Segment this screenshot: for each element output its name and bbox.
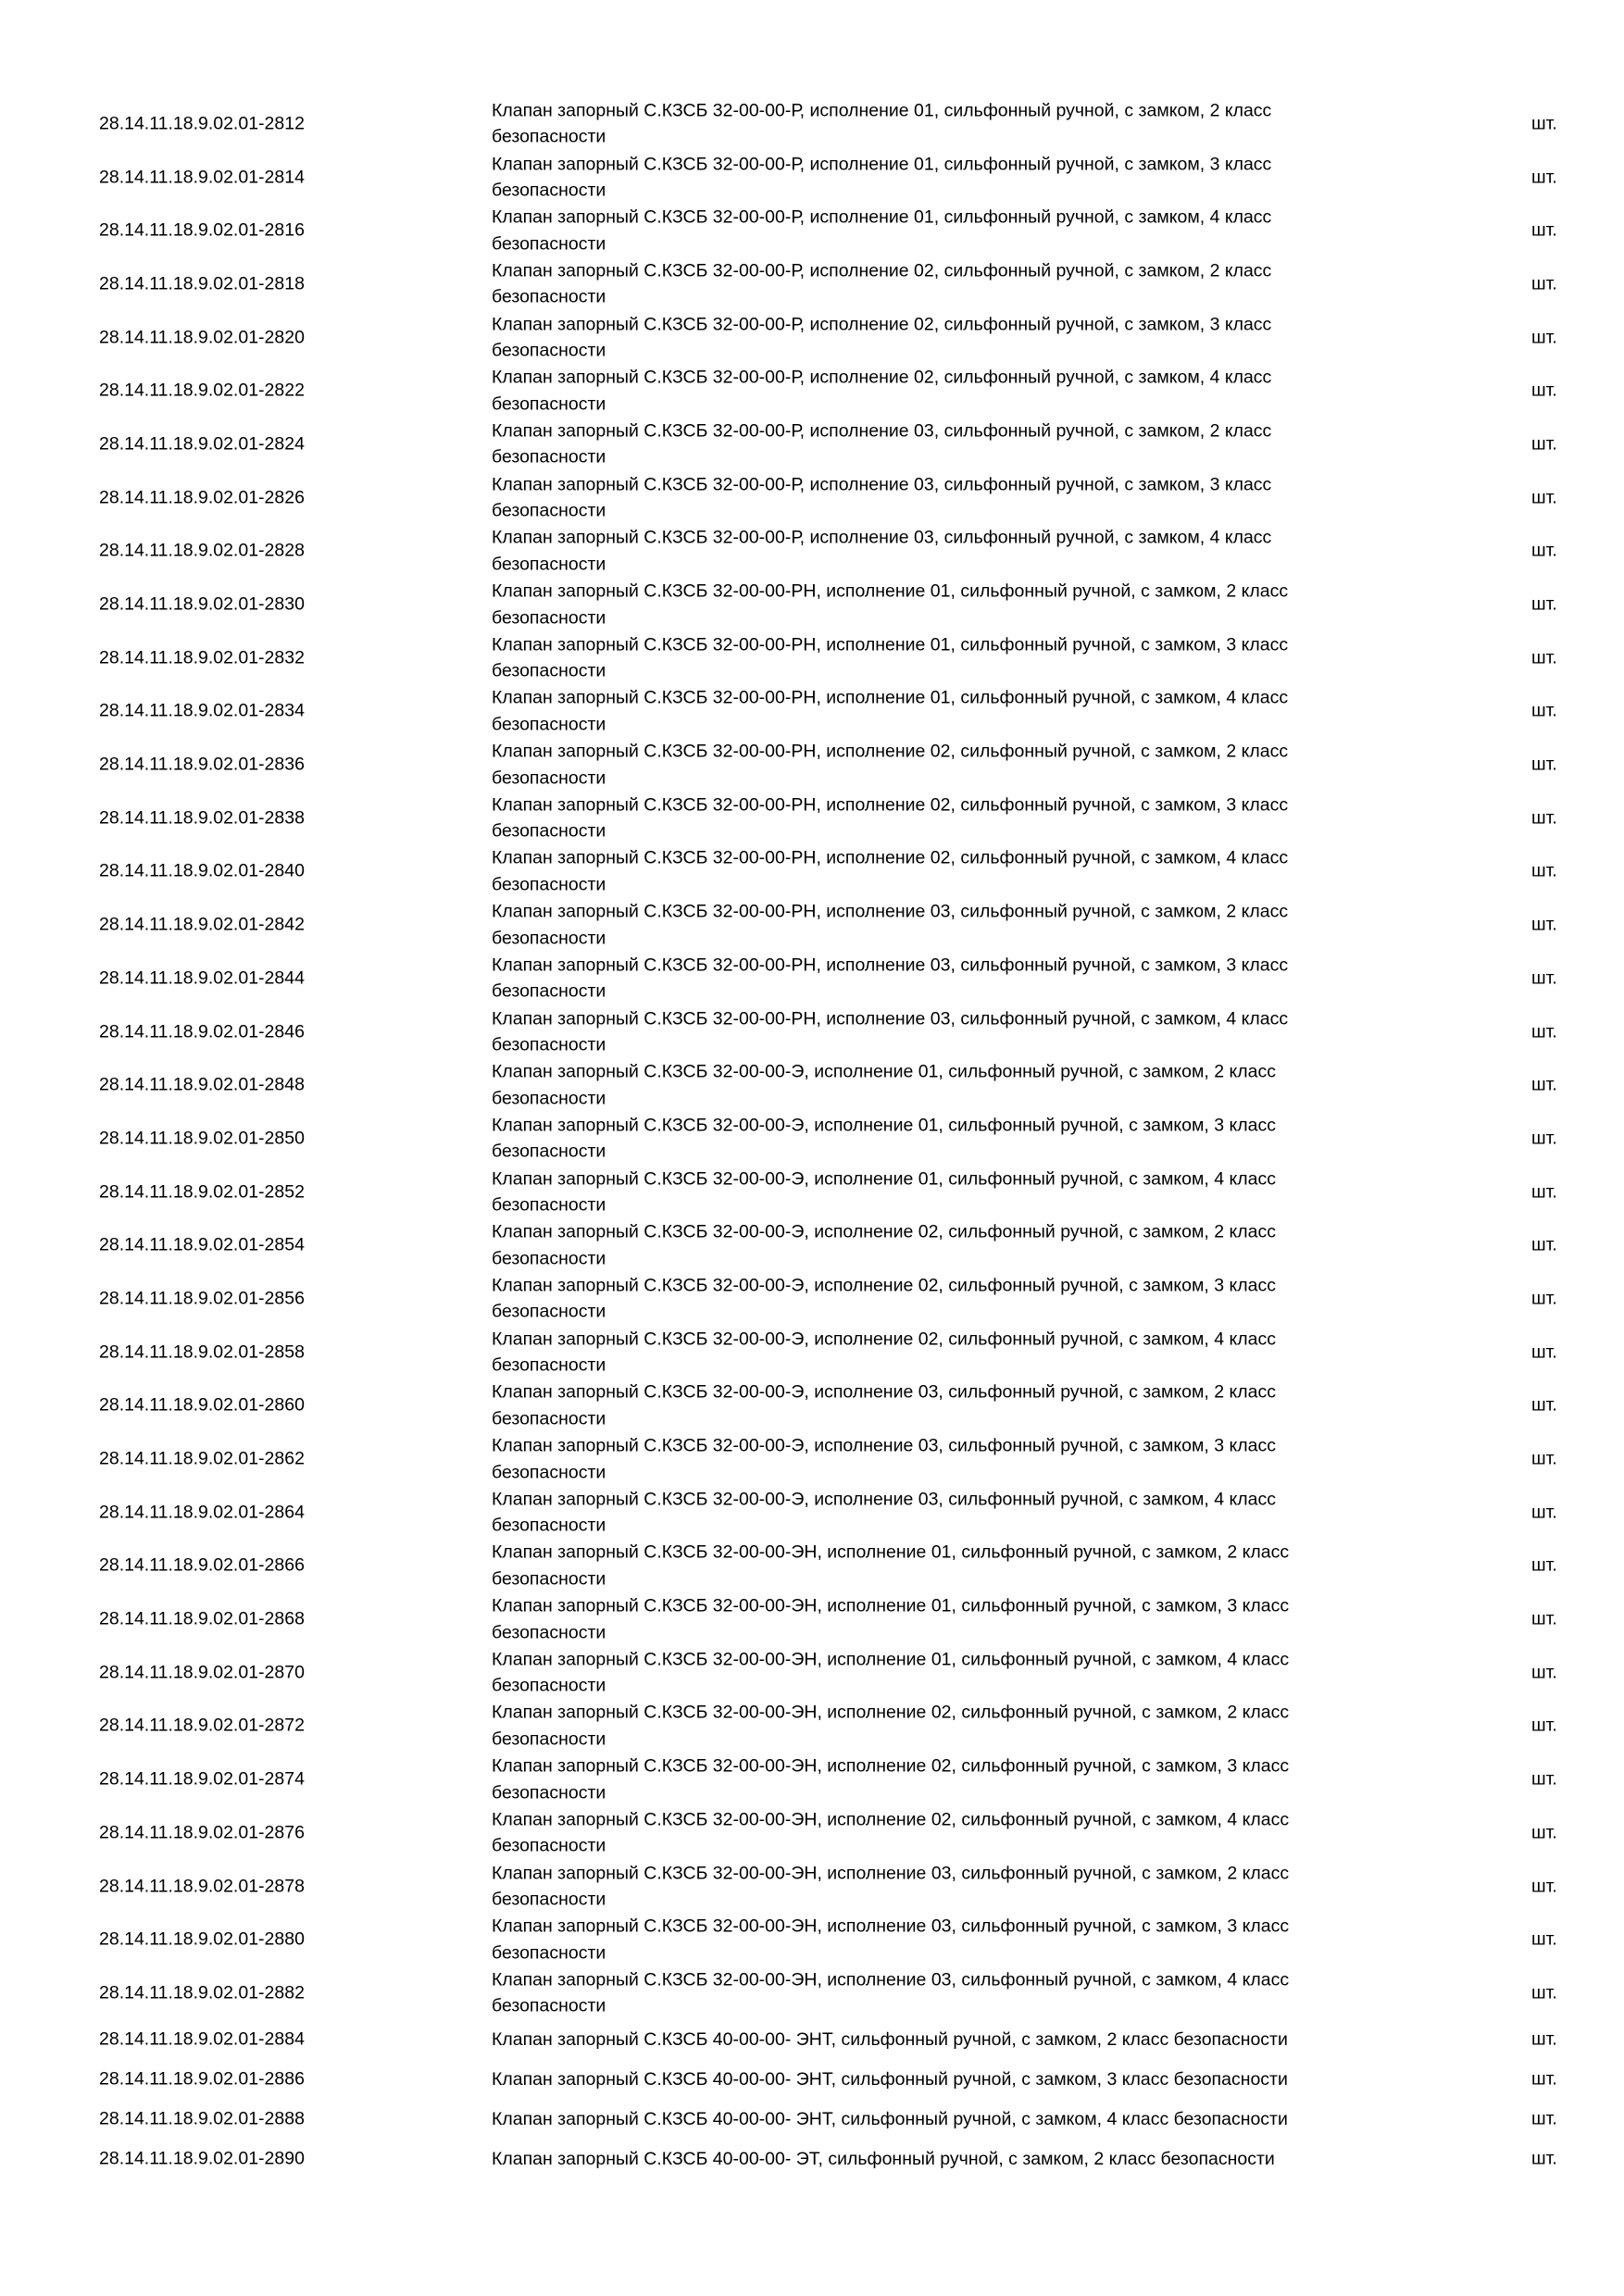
description-line: Клапан запорный С.КЗСБ 40-00-00- ЭТ, сильфонный ручной, с замком, 2 класс безопасности (492, 2149, 1275, 2169)
description-line: Клапан запорный С.КЗСБ 32-00-00-Р, исполнение 02, сильфонный ручной, с замком, 2 класс (492, 260, 1272, 281)
unit-of-measure: шт. (1531, 1982, 1557, 2003)
resource-code: 28.14.11.18.9.02.01-2840 (99, 860, 305, 881)
table-row (0, 204, 1624, 257)
resource-description (492, 2146, 1380, 2173)
description-line: Клапан запорный С.КЗСБ 40-00-00- ЭНТ, сильфонный ручной, с замком, 2 класс безопасности (492, 2029, 1288, 2050)
description-line-continuation: безопасности (492, 1622, 606, 1643)
unit-of-measure: шт. (1531, 1074, 1557, 1095)
unit-of-measure: шт. (1531, 487, 1557, 508)
description-line-continuation: безопасности (492, 1835, 606, 1856)
description-line: Клапан запорный С.КЗСБ 32-00-00-ЭН, исполнение 02, сильфонный ручной, с замком, 3 класс (492, 1755, 1290, 1777)
resource-description (492, 205, 1380, 257)
description-line-continuation: безопасности (492, 714, 606, 735)
description-line-continuation: безопасности (492, 820, 606, 842)
resource-description (492, 1486, 1380, 1539)
description-line-continuation: безопасности (492, 1515, 606, 1536)
resource-code: 28.14.11.18.9.02.01-2816 (99, 219, 305, 241)
description-line-continuation: безопасности (492, 607, 606, 629)
table-row (0, 1058, 1624, 1112)
description-line-continuation: безопасности (492, 1568, 606, 1590)
resource-code: 28.14.11.18.9.02.01-2834 (99, 700, 305, 721)
description-line: Клапан запорный С.КЗСБ 32-00-00-РН, исполнение 03, сильфонный ручной, с замком, 4 класс (492, 1008, 1289, 1029)
resource-code: 28.14.11.18.9.02.01-2868 (99, 1608, 305, 1629)
resource-description (492, 579, 1380, 631)
description-line: Клапан запорный С.КЗСБ 32-00-00-Р, исполнение 03, сильфонный ручной, с замком, 2 класс (492, 420, 1272, 442)
resource-description (492, 1593, 1380, 1646)
resource-code: 28.14.11.18.9.02.01-2850 (99, 1128, 305, 1149)
description-line-continuation: безопасности (492, 874, 606, 895)
table-row (0, 952, 1624, 1005)
description-line: Клапан запорный С.КЗСБ 32-00-00-ЭН, исполнение 01, сильфонный ручной, с замком, 2 класс (492, 1541, 1290, 1563)
table-row (0, 1700, 1624, 1753)
description-line: Клапан запорный С.КЗСБ 32-00-00-ЭН, исполнение 03, сильфонный ручной, с замком, 4 класс (492, 1969, 1290, 1990)
resource-description (492, 1646, 1380, 1699)
description-line: Клапан запорный С.КЗСБ 40-00-00- ЭНТ, сильфонный ручной, с замком, 4 класс безопасности (492, 2109, 1288, 2129)
description-line-continuation: безопасности (492, 446, 606, 468)
table-row (0, 1540, 1624, 1593)
resource-code: 28.14.11.18.9.02.01-2856 (99, 1288, 305, 1309)
description-line-continuation: безопасности (492, 1889, 606, 1910)
resource-code: 28.14.11.18.9.02.01-2878 (99, 1876, 305, 1897)
table-row (0, 685, 1624, 739)
description-line: Клапан запорный С.КЗСБ 32-00-00-ЭН, исполнение 03, сильфонный ручной, с замком, 2 класс (492, 1863, 1290, 1884)
resource-description (492, 1806, 1380, 1859)
resource-description (492, 525, 1380, 578)
resource-description (492, 471, 1380, 524)
resource-description (492, 631, 1380, 684)
description-line: Клапан запорный С.КЗСБ 32-00-00-Э, исполнение 02, сильфонный ручной, с замком, 4 класс (492, 1329, 1277, 1350)
table-row (0, 1272, 1624, 1326)
unit-of-measure: шт. (1531, 113, 1557, 134)
description-line: Клапан запорный С.КЗСБ 32-00-00-ЭН, исполнение 02, сильфонный ручной, с замком, 4 класс (492, 1809, 1290, 1830)
description-line: Клапан запорный С.КЗСБ 32-00-00-Р, исполнение 02, сильфонный ручной, с замком, 3 класс (492, 314, 1272, 335)
resource-description (492, 2106, 1380, 2133)
description-line-continuation: безопасности (492, 660, 606, 681)
resource-description (492, 365, 1380, 418)
unit-of-measure: шт. (1531, 1394, 1557, 1416)
table-row (0, 1966, 1624, 2020)
resource-description (492, 952, 1380, 1004)
description-line-continuation: безопасности (492, 767, 606, 789)
description-line-continuation: безопасности (492, 1301, 606, 1322)
resource-description (492, 1966, 1380, 2019)
resource-description (492, 792, 1380, 844)
resource-code: 28.14.11.18.9.02.01-2812 (99, 113, 305, 134)
table-row (0, 525, 1624, 579)
unit-of-measure: шт. (1531, 1876, 1557, 1897)
resource-description (492, 1112, 1380, 1165)
description-line-continuation: безопасности (492, 393, 606, 415)
resource-description (492, 1540, 1380, 1592)
description-line: Клапан запорный С.КЗСБ 32-00-00-Р, исполнение 02, сильфонный ручной, с замком, 4 класс (492, 367, 1272, 388)
unit-of-measure: шт. (1531, 1021, 1557, 1042)
resource-code: 28.14.11.18.9.02.01-2828 (99, 540, 305, 561)
unit-of-measure: шт. (1531, 700, 1557, 721)
unit-of-measure: шт. (1531, 1341, 1557, 1363)
description-line-continuation: безопасности (492, 1728, 606, 1750)
resource-code: 28.14.11.18.9.02.01-2872 (99, 1715, 305, 1736)
table-row (0, 1379, 1624, 1433)
description-line-continuation: безопасности (492, 286, 606, 307)
price-list-table (0, 97, 1624, 2179)
resource-description (492, 845, 1380, 898)
resource-code: 28.14.11.18.9.02.01-2880 (99, 1928, 305, 1950)
unit-of-measure: шт. (1531, 754, 1557, 775)
description-line: Клапан запорный С.КЗСБ 32-00-00-Э, исполнение 03, сильфонный ручной, с замком, 2 класс (492, 1381, 1277, 1403)
resource-description (492, 739, 1380, 792)
resource-description (492, 151, 1380, 204)
unit-of-measure: шт. (1531, 380, 1557, 401)
resource-code: 28.14.11.18.9.02.01-2860 (99, 1394, 305, 1416)
resource-code: 28.14.11.18.9.02.01-2822 (99, 380, 305, 401)
resource-code: 28.14.11.18.9.02.01-2848 (99, 1074, 305, 1095)
unit-of-measure: шт. (1531, 433, 1557, 455)
description-line: Клапан запорный С.КЗСБ 32-00-00-Э, исполнение 02, сильфонный ручной, с замком, 2 класс (492, 1221, 1277, 1242)
unit-of-measure: шт. (1531, 327, 1557, 348)
description-line: Клапан запорный С.КЗСБ 32-00-00-ЭН, исполнение 02, сильфонный ручной, с замком, 2 класс (492, 1702, 1290, 1723)
resource-code: 28.14.11.18.9.02.01-2882 (99, 1982, 305, 2003)
resource-description (492, 685, 1380, 738)
description-line: Клапан запорный С.КЗСБ 32-00-00-РН, исполнение 01, сильфонный ручной, с замком, 3 класс (492, 634, 1289, 655)
description-line-continuation: безопасности (492, 1194, 606, 1216)
description-line: Клапан запорный С.КЗСБ 32-00-00-Э, исполнение 01, сильфонный ручной, с замком, 4 класс (492, 1168, 1277, 1190)
resource-code: 28.14.11.18.9.02.01-2884 (99, 2028, 305, 2050)
resource-code: 28.14.11.18.9.02.01-2814 (99, 167, 305, 188)
description-line: Клапан запорный С.КЗСБ 32-00-00-ЭН, исполнение 01, сильфонный ручной, с замком, 4 класс (492, 1649, 1290, 1670)
table-row (0, 2140, 1624, 2179)
unit-of-measure: шт. (1531, 1181, 1557, 1203)
resource-code: 28.14.11.18.9.02.01-2852 (99, 1181, 305, 1203)
description-line-continuation: безопасности (492, 1995, 606, 2016)
description-line-continuation: безопасности (492, 180, 606, 201)
unit-of-measure: шт. (1531, 967, 1557, 989)
unit-of-measure: шт. (1531, 1822, 1557, 1843)
unit-of-measure: шт. (1531, 167, 1557, 188)
description-line: Клапан запорный С.КЗСБ 32-00-00-РН, исполнение 01, сильфонный ручной, с замком, 4 класс (492, 687, 1289, 708)
table-row (0, 1112, 1624, 1166)
resource-description (492, 1166, 1380, 1218)
resource-code: 28.14.11.18.9.02.01-2844 (99, 967, 305, 989)
unit-of-measure: шт. (1531, 1234, 1557, 1255)
description-line-continuation: безопасности (492, 233, 606, 255)
resource-code: 28.14.11.18.9.02.01-2866 (99, 1554, 305, 1576)
resource-description (492, 257, 1380, 310)
resource-description (492, 1914, 1380, 1966)
table-row (0, 311, 1624, 365)
unit-of-measure: шт. (1531, 2028, 1557, 2050)
table-row (0, 364, 1624, 418)
description-line: Клапан запорный С.КЗСБ 32-00-00-Р, исполнение 03, сильфонный ручной, с замком, 3 класс (492, 474, 1272, 495)
resource-code: 28.14.11.18.9.02.01-2836 (99, 754, 305, 775)
resource-code: 28.14.11.18.9.02.01-2886 (99, 2068, 305, 2090)
description-line-continuation: безопасности (492, 554, 606, 575)
table-row (0, 1218, 1624, 1272)
table-row (0, 1913, 1624, 1966)
table-row (0, 898, 1624, 952)
table-row (0, 845, 1624, 899)
description-line: Клапан запорный С.КЗСБ 32-00-00-РН, исполнение 01, сильфонный ручной, с замком, 2 класс (492, 580, 1289, 602)
table-row (0, 1432, 1624, 1486)
resource-description (492, 899, 1380, 952)
description-line: Клапан запорный С.КЗСБ 32-00-00-ЭН, исполнение 03, сильфонный ручной, с замком, 3 класс (492, 1915, 1290, 1937)
description-line: Клапан запорный С.КЗСБ 32-00-00-Э, исполнение 02, сильфонный ручной, с замком, 3 класс (492, 1275, 1277, 1296)
resource-code: 28.14.11.18.9.02.01-2874 (99, 1768, 305, 1790)
resource-description (492, 1219, 1380, 1272)
description-line: Клапан запорный С.КЗСБ 32-00-00-РН, исполнение 02, сильфонный ручной, с замком, 2 класс (492, 741, 1289, 762)
description-line: Клапан запорный С.КЗСБ 32-00-00-Э, исполнение 03, сильфонный ручной, с замком, 4 класс (492, 1489, 1277, 1510)
description-line-continuation: безопасности (492, 1088, 606, 1109)
resource-code: 28.14.11.18.9.02.01-2858 (99, 1341, 305, 1363)
resource-code: 28.14.11.18.9.02.01-2876 (99, 1822, 305, 1843)
table-row (0, 1005, 1624, 1059)
description-line: Клапан запорный С.КЗСБ 32-00-00-Р, исполнение 01, сильфонный ручной, с замком, 3 класс (492, 154, 1272, 175)
description-line: Клапан запорный С.КЗСБ 40-00-00- ЭНТ, сильфонный ручной, с замком, 3 класс безопасности (492, 2069, 1288, 2090)
resource-description (492, 1753, 1380, 1806)
resource-description (492, 1059, 1380, 1112)
unit-of-measure: шт. (1531, 1554, 1557, 1576)
description-line: Клапан запорный С.КЗСБ 32-00-00-Э, исполнение 03, сильфонный ручной, с замком, 3 класс (492, 1435, 1277, 1456)
resource-code: 28.14.11.18.9.02.01-2842 (99, 914, 305, 935)
table-row (0, 418, 1624, 471)
description-line-continuation: безопасности (492, 1354, 606, 1376)
unit-of-measure: шт. (1531, 1128, 1557, 1149)
unit-of-measure: шт. (1531, 807, 1557, 829)
description-line: Клапан запорный С.КЗСБ 32-00-00-Р, исполнение 01, сильфонный ручной, с замком, 4 класс (492, 206, 1272, 228)
table-row (0, 2060, 1624, 2100)
unit-of-measure: шт. (1531, 1288, 1557, 1309)
resource-code: 28.14.11.18.9.02.01-2864 (99, 1502, 305, 1523)
unit-of-measure: шт. (1531, 540, 1557, 561)
description-line-continuation: безопасности (492, 340, 606, 361)
unit-of-measure: шт. (1531, 2108, 1557, 2129)
table-row (0, 1753, 1624, 1806)
description-line-continuation: безопасности (492, 980, 606, 1002)
resource-description (492, 1326, 1380, 1379)
description-line-continuation: безопасности (492, 928, 606, 949)
resource-description (492, 2066, 1380, 2093)
description-line: Клапан запорный С.КЗСБ 32-00-00-Р, исполнение 03, сильфонный ручной, с замком, 4 класс (492, 527, 1272, 548)
unit-of-measure: шт. (1531, 860, 1557, 881)
description-line-continuation: безопасности (492, 500, 606, 521)
resource-code: 28.14.11.18.9.02.01-2862 (99, 1448, 305, 1469)
unit-of-measure: шт. (1531, 1448, 1557, 1469)
resource-code: 28.14.11.18.9.02.01-2824 (99, 433, 305, 455)
resource-code: 28.14.11.18.9.02.01-2890 (99, 2148, 305, 2169)
table-row (0, 1326, 1624, 1379)
resource-description (492, 1272, 1380, 1325)
resource-description (492, 1005, 1380, 1058)
table-row (0, 2020, 1624, 2060)
description-line: Клапан запорный С.КЗСБ 32-00-00-ЭН, исполнение 01, сильфонный ручной, с замком, 3 класс (492, 1595, 1290, 1616)
unit-of-measure: шт. (1531, 219, 1557, 241)
resource-code: 28.14.11.18.9.02.01-2888 (99, 2108, 305, 2129)
description-line: Клапан запорный С.КЗСБ 32-00-00-Р, исполнение 01, сильфонный ручной, с замком, 2 класс (492, 100, 1272, 121)
table-row (0, 1592, 1624, 1646)
unit-of-measure: шт. (1531, 1608, 1557, 1629)
description-line: Клапан запорный С.КЗСБ 32-00-00-РН, исполнение 02, сильфонный ручной, с замком, 3 класс (492, 794, 1289, 816)
resource-code: 28.14.11.18.9.02.01-2830 (99, 593, 305, 615)
resource-code: 28.14.11.18.9.02.01-2832 (99, 647, 305, 668)
description-line-continuation: безопасности (492, 1675, 606, 1696)
table-row (0, 1166, 1624, 1219)
table-row (0, 1860, 1624, 1914)
resource-code: 28.14.11.18.9.02.01-2818 (99, 273, 305, 294)
resource-code: 28.14.11.18.9.02.01-2846 (99, 1021, 305, 1042)
description-line-continuation: безопасности (492, 1248, 606, 1269)
resource-description (492, 1433, 1380, 1486)
description-line: Клапан запорный С.КЗСБ 32-00-00-РН, исполнение 03, сильфонный ручной, с замком, 2 класс (492, 901, 1289, 922)
unit-of-measure: шт. (1531, 1768, 1557, 1790)
table-row (0, 738, 1624, 792)
unit-of-measure: шт. (1531, 647, 1557, 668)
description-line-continuation: безопасности (492, 1942, 606, 1964)
resource-code: 28.14.11.18.9.02.01-2870 (99, 1662, 305, 1683)
table-row (0, 151, 1624, 205)
description-line-continuation: безопасности (492, 1034, 606, 1055)
unit-of-measure: шт. (1531, 1662, 1557, 1683)
unit-of-measure: шт. (1531, 2148, 1557, 2169)
table-row (0, 1806, 1624, 1860)
resource-description (492, 97, 1380, 150)
unit-of-measure: шт. (1531, 1928, 1557, 1950)
description-line-continuation: безопасности (492, 1141, 606, 1162)
resource-description (492, 1860, 1380, 1913)
description-line: Клапан запорный С.КЗСБ 32-00-00-РН, исполнение 02, сильфонный ручной, с замком, 4 класс (492, 847, 1289, 868)
description-line-continuation: безопасности (492, 126, 606, 147)
resource-description (492, 311, 1380, 364)
table-row (0, 2100, 1624, 2140)
description-line-continuation: безопасности (492, 1462, 606, 1483)
resource-description (492, 418, 1380, 470)
unit-of-measure: шт. (1531, 1715, 1557, 1736)
description-line: Клапан запорный С.КЗСБ 32-00-00-РН, исполнение 03, сильфонный ручной, с замком, 3 класс (492, 955, 1289, 976)
table-row (0, 578, 1624, 631)
table-row (0, 1486, 1624, 1540)
table-row (0, 631, 1624, 685)
unit-of-measure: шт. (1531, 1502, 1557, 1523)
resource-code: 28.14.11.18.9.02.01-2820 (99, 327, 305, 348)
description-line-continuation: безопасности (492, 1782, 606, 1803)
resource-code: 28.14.11.18.9.02.01-2838 (99, 807, 305, 829)
resource-code: 28.14.11.18.9.02.01-2854 (99, 1234, 305, 1255)
description-line: Клапан запорный С.КЗСБ 32-00-00-Э, исполнение 01, сильфонный ручной, с замком, 2 класс (492, 1061, 1277, 1082)
unit-of-measure: шт. (1531, 2068, 1557, 2090)
table-row (0, 792, 1624, 845)
unit-of-measure: шт. (1531, 273, 1557, 294)
unit-of-measure: шт. (1531, 914, 1557, 935)
resource-description (492, 2027, 1380, 2053)
table-row (0, 97, 1624, 151)
description-line: Клапан запорный С.КЗСБ 32-00-00-Э, исполнение 01, сильфонный ручной, с замком, 3 класс (492, 1115, 1277, 1136)
description-line-continuation: безопасности (492, 1408, 606, 1429)
resource-code: 28.14.11.18.9.02.01-2826 (99, 487, 305, 508)
resource-description (492, 1700, 1380, 1753)
table-row (0, 471, 1624, 525)
table-row (0, 1646, 1624, 1700)
table-row (0, 257, 1624, 311)
unit-of-measure: шт. (1531, 593, 1557, 615)
resource-description (492, 1379, 1380, 1432)
